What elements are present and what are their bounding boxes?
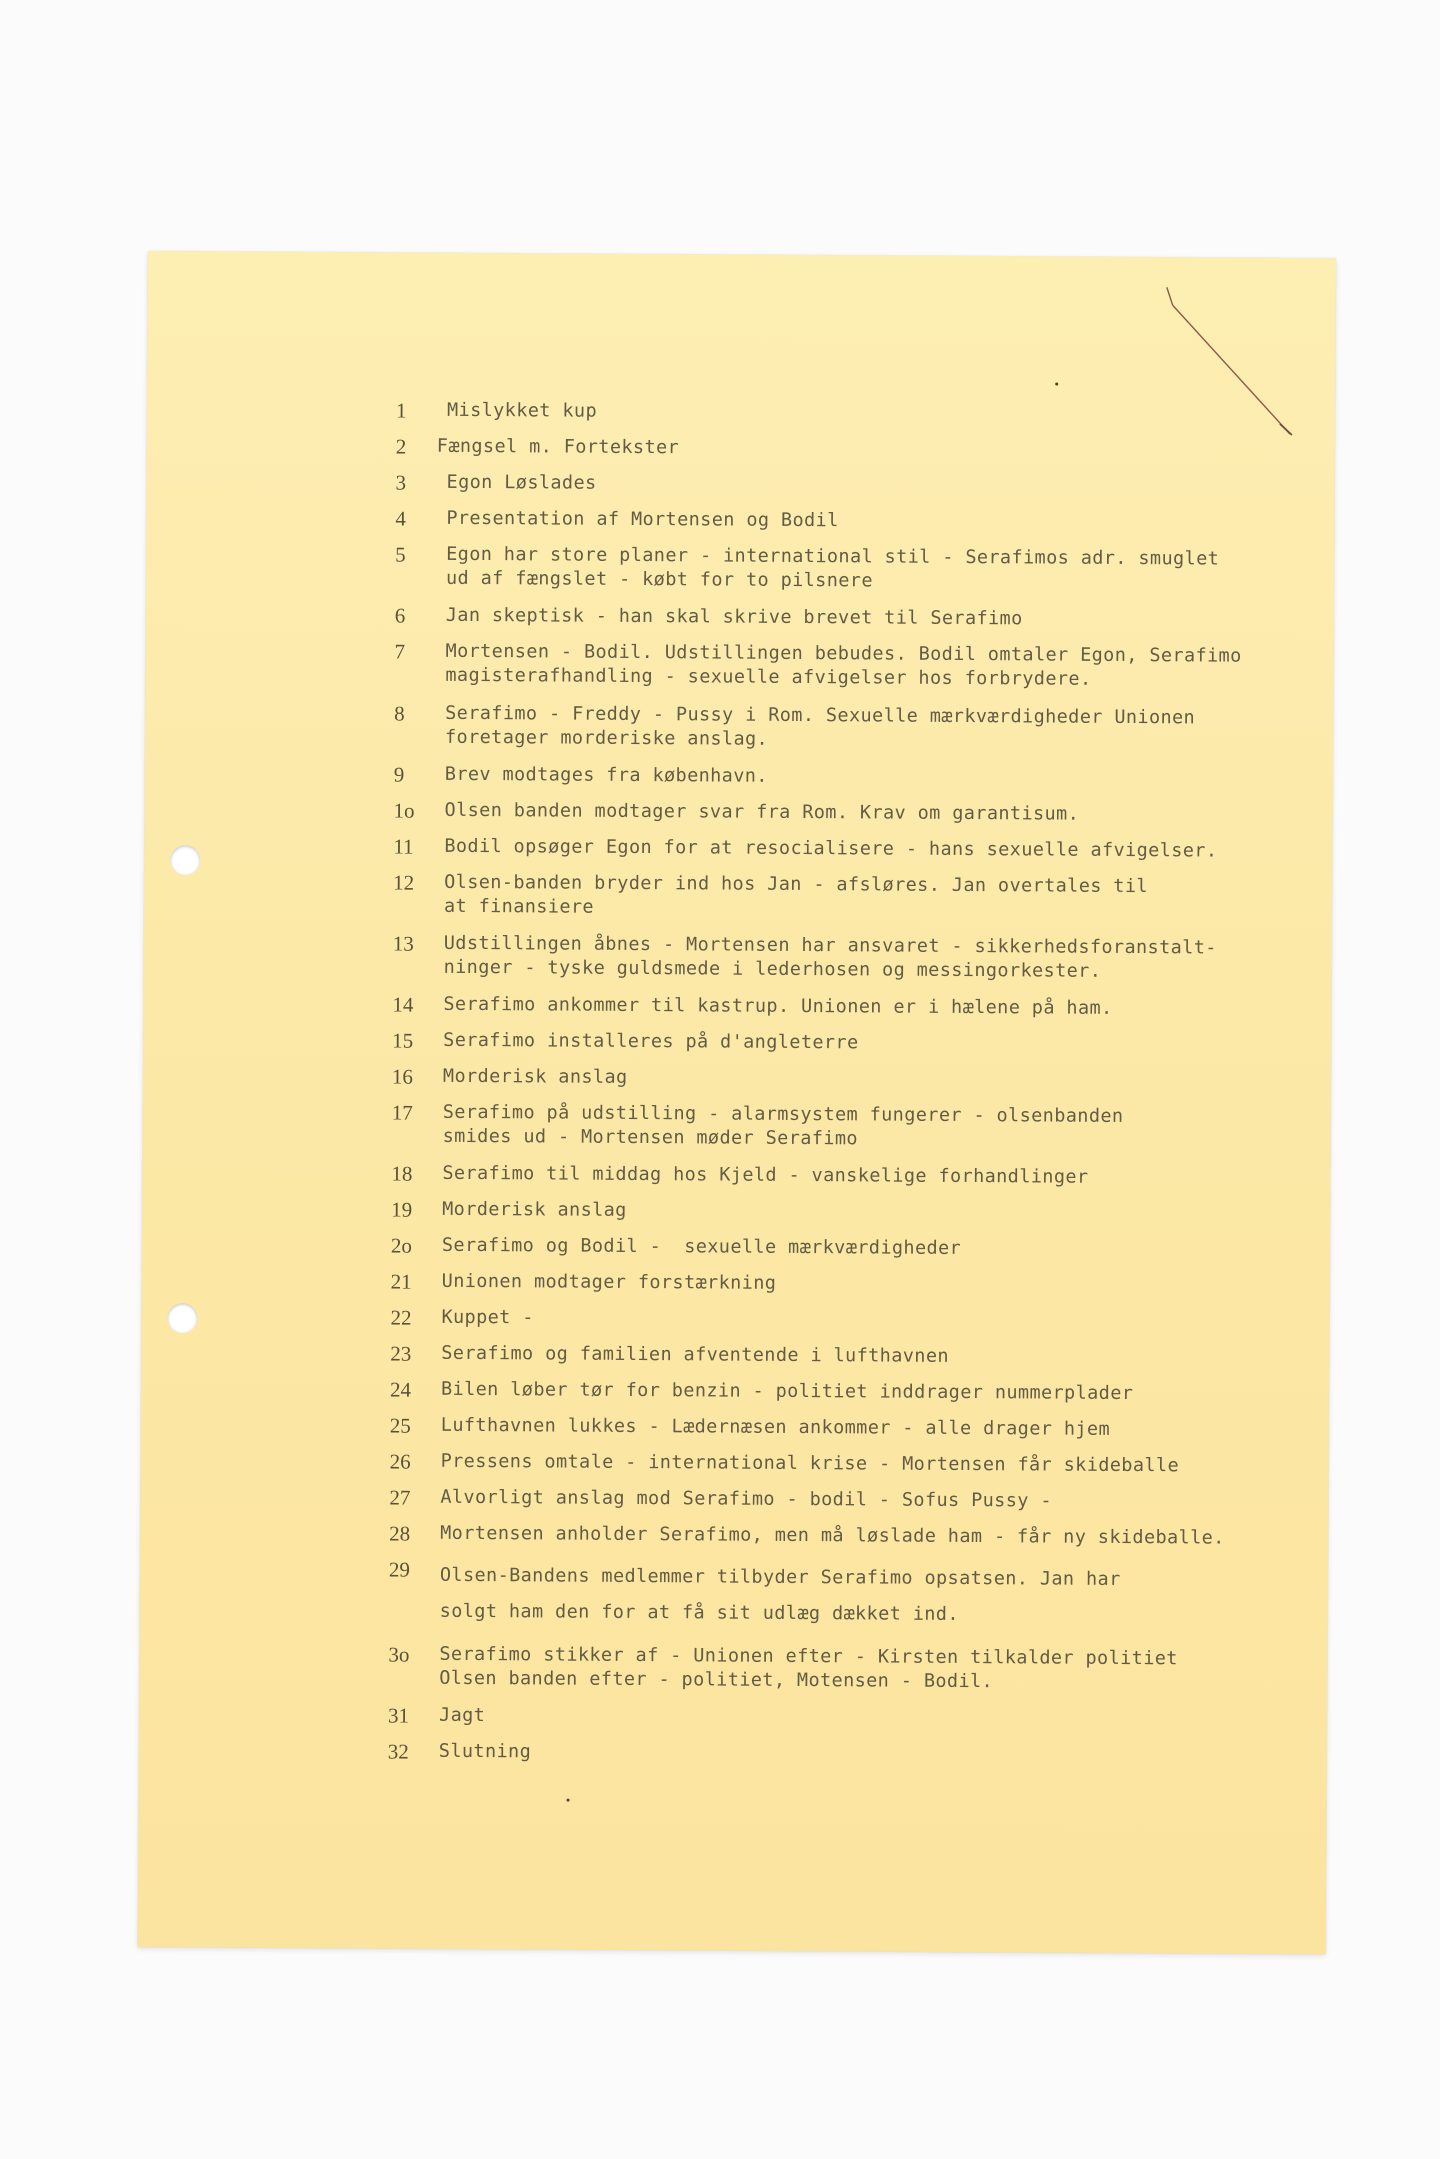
item-number: 21 (390, 1269, 412, 1294)
list-item (146, 505, 1334, 532)
item-number: 1 (395, 398, 407, 423)
item-text: Mortensen - Bodil. Udstillingen bebudes. Bodil omtaler Egon, Serafimo magisterafhandling - sexuelle afvigelser hos forbrydere. (445, 640, 1242, 690)
list-item (142, 1196, 1330, 1222)
item-text: Slutning (438, 1740, 532, 1763)
list-item (140, 1641, 1328, 1693)
item-number: 16 (391, 1064, 414, 1089)
list-item (147, 469, 1335, 495)
item-text: Mortensen anholder Serafimo, men må løslade ham - får ny skideballe. (440, 1522, 1225, 1549)
item-text: Kuppet - (441, 1306, 534, 1329)
item-text: Bilen løber tør for benzin - politiet inddrager nummerplader (440, 1378, 1134, 1405)
item-text: Morderisk anslag (442, 1198, 627, 1221)
list-item (143, 991, 1331, 1019)
list-item (142, 1232, 1330, 1259)
item-text: Serafimo - Freddy - Pussy i Rom. Sexuelle mærkværdigheder Unionen foretager morderiske anslag. (444, 702, 1196, 750)
item-number: 3 (395, 470, 407, 495)
list-item (139, 1702, 1327, 1728)
item-text: Presentation af Mortensen og Bodil (446, 507, 839, 532)
item-number: 25 (389, 1413, 411, 1438)
list-item (140, 1520, 1328, 1549)
list-item (141, 1412, 1329, 1440)
list-item (142, 1304, 1330, 1330)
item-number: 9 (393, 762, 405, 787)
item-text: Lufthavnen lukkes - Lædernæsen ankommer - alle drager hjem (440, 1414, 1111, 1440)
list-item (145, 761, 1333, 787)
item-number: 2o (390, 1233, 413, 1258)
list-item (145, 797, 1333, 825)
list-item (140, 1484, 1328, 1512)
item-number: 7 (394, 639, 406, 664)
list-item (143, 1063, 1331, 1089)
item-number: 6 (394, 603, 406, 628)
item-number: 12 (393, 870, 415, 895)
item-number: 11 (393, 834, 414, 859)
item-number: 28 (389, 1521, 411, 1546)
item-text: Egon Løslades (446, 471, 597, 494)
list-item (144, 833, 1332, 862)
list-item (145, 700, 1333, 750)
item-text: Fængsel m. Fortekster (436, 435, 680, 459)
item-number: 22 (390, 1305, 412, 1330)
item-text: Bodil opsøger Egon for at resocialisere - hans sexuelle afvigelser. (444, 835, 1218, 862)
item-number: 19 (391, 1197, 413, 1222)
item-number: 3o (388, 1642, 410, 1667)
list-item (142, 1268, 1330, 1294)
item-number: 5 (395, 542, 406, 567)
list-item (147, 433, 1335, 459)
item-text: Unionen modtager forstærkning (441, 1270, 777, 1294)
item-text: Serafimo og Bodil - sexuelle mærkværdigheder (441, 1234, 962, 1259)
item-text: Alvorligt anslag mod Serafimo - bodil - Sofus Pussy - (440, 1486, 1052, 1512)
item-number: 15 (392, 1028, 414, 1053)
list-item (143, 1027, 1331, 1054)
item-number: 2 (395, 434, 407, 459)
item-number: 31 (387, 1703, 410, 1728)
item-text: Serafimo installeres på d'angleterre (443, 1029, 859, 1054)
item-text: Jagt (438, 1704, 486, 1727)
item-text: Serafimo og familien afventende i lufthavnen (441, 1342, 949, 1367)
item-number: 26 (389, 1449, 411, 1474)
item-text: Serafimo ankommer til kastrup. Unionen er i hælene på ham. (443, 993, 1113, 1019)
item-number: 24 (389, 1377, 412, 1402)
list-item (144, 869, 1332, 918)
list-item (139, 1738, 1327, 1764)
item-text: Serafimo stikker af - Unionen efter - Kirsten tilkalder politiet Olsen banden efter - politiet, Motensen - Bodil. (439, 1643, 1178, 1693)
list-item (141, 1340, 1329, 1367)
item-text: Pressens omtale - international krise - Mortensen får skideballe (440, 1450, 1180, 1477)
item-text: Serafimo på udstilling - alarmsystem fungerer - olsenbanden smides ud - Mortensen møder Serafimo (442, 1101, 1124, 1150)
list-item (141, 1448, 1329, 1477)
item-text: Olsen-Bandens medlemmer tilbyder Serafimo opsatsen. Jan har solgt ham den for at få sit udlæg dækket ind. (439, 1564, 1121, 1625)
item-text: Morderisk anslag (442, 1065, 628, 1088)
item-number: 1o (393, 798, 415, 823)
list-item (140, 1556, 1328, 1625)
item-number: 13 (392, 931, 414, 956)
list-item (146, 638, 1334, 690)
list-item (143, 1099, 1331, 1150)
item-text: Udstillingen åbnes - Mortensen har ansvaret - sikkerhedsforanstalt- ninger - tyske guldsmede i lederhosen og messingorkester. (443, 932, 1217, 982)
item-number: 23 (390, 1341, 412, 1366)
item-number: 8 (394, 701, 405, 726)
item-text: Olsen banden modtager svar fra Rom. Krav om garantisum. (444, 799, 1080, 825)
list-item (146, 602, 1334, 630)
item-text: Olsen-banden bryder ind hos Jan - afsløres. Jan overtales til at finansiere (443, 871, 1149, 918)
item-text: Mislykket kup (446, 399, 598, 422)
item-text: Jan skeptisk - han skal skrive brevet til Serafimo (445, 604, 1023, 630)
item-number: 17 (391, 1100, 413, 1125)
list-item (147, 397, 1335, 423)
item-text: Egon har store planer - international stil - Serafimos adr. smuglet ud af fængslet - købt for to pilsnere (445, 543, 1220, 592)
item-text: Brev modtages fra københavn. (444, 763, 768, 787)
item-text: Serafimo til middag hos Kjeld - vanskelige forhandlinger (442, 1162, 1089, 1188)
item-number: 27 (389, 1485, 411, 1510)
item-number: 14 (392, 992, 414, 1017)
item-number: 4 (395, 506, 406, 531)
scene-list (138, 251, 1336, 1954)
list-item (142, 1160, 1330, 1188)
typewritten-sheet (138, 251, 1336, 1954)
item-number: 29 (388, 1557, 411, 1582)
list-item (146, 541, 1334, 592)
list-item (144, 930, 1332, 982)
item-number: 32 (387, 1739, 409, 1764)
item-number: 18 (391, 1161, 413, 1186)
list-item (141, 1376, 1329, 1405)
